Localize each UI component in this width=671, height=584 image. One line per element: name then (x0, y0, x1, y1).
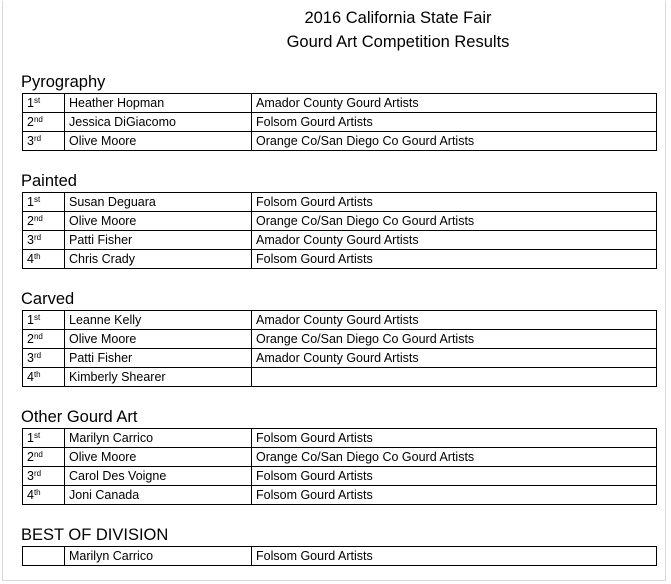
table-row (23, 547, 657, 566)
place-cell: 2nd (23, 330, 65, 349)
place-cell: 1st (23, 94, 65, 113)
results-table-painted (22, 192, 657, 269)
place-cell: 3rd (23, 349, 65, 368)
name-cell: Patti Fisher (65, 231, 252, 250)
name-cell: Leanne Kelly (65, 311, 252, 330)
name-cell: Olive Moore (65, 330, 252, 349)
table-row (23, 250, 657, 269)
table-row (23, 193, 657, 212)
club-cell: Orange Co/San Diego Co Gourd Artists (252, 330, 657, 349)
table-row (23, 486, 657, 505)
name-cell: Heather Hopman (65, 94, 252, 113)
place-cell: 4th (23, 368, 65, 387)
club-cell: Folsom Gourd Artists (252, 193, 657, 212)
club-cell: Folsom Gourd Artists (252, 547, 657, 566)
table-row (23, 113, 657, 132)
name-cell: Susan Deguara (65, 193, 252, 212)
club-cell: Folsom Gourd Artists (252, 429, 657, 448)
name-cell: Joni Canada (65, 486, 252, 505)
club-cell: Amador County Gourd Artists (252, 231, 657, 250)
results-table-pyrography (22, 93, 657, 151)
place-cell: 2nd (23, 448, 65, 467)
place-cell (23, 547, 65, 566)
table-row (23, 231, 657, 250)
table-row (23, 330, 657, 349)
club-cell: Orange Co/San Diego Co Gourd Artists (252, 212, 657, 231)
name-cell: Kimberly Shearer (65, 368, 252, 387)
section-heading-pyrography: Pyrography (21, 73, 106, 91)
club-cell: Amador County Gourd Artists (252, 94, 657, 113)
table-row (23, 94, 657, 113)
club-cell: Folsom Gourd Artists (252, 467, 657, 486)
table-row (23, 132, 657, 151)
section-heading-other-gourd-art: Other Gourd Art (21, 408, 138, 426)
club-cell: Amador County Gourd Artists (252, 349, 657, 368)
place-cell: 1st (23, 193, 65, 212)
section-heading-painted: Painted (21, 172, 77, 190)
place-cell: 1st (23, 429, 65, 448)
place-cell: 1st (23, 311, 65, 330)
name-cell: Chris Crady (65, 250, 252, 269)
place-cell: 3rd (23, 231, 65, 250)
section-heading-best-of-division: BEST OF DIVISION (21, 526, 169, 544)
club-cell: Orange Co/San Diego Co Gourd Artists (252, 448, 657, 467)
name-cell: Marilyn Carrico (65, 547, 252, 566)
table-row (23, 429, 657, 448)
document-subtitle: Gourd Art Competition Results (286, 33, 510, 51)
club-cell: Folsom Gourd Artists (252, 250, 657, 269)
results-table-best-of-division (22, 546, 657, 566)
name-cell: Olive Moore (65, 448, 252, 467)
name-cell: Olive Moore (65, 212, 252, 231)
club-cell: Orange Co/San Diego Co Gourd Artists (252, 132, 657, 151)
table-row (23, 349, 657, 368)
table-row (23, 448, 657, 467)
name-cell: Carol Des Voigne (65, 467, 252, 486)
results-table-carved (22, 310, 657, 387)
place-cell: 3rd (23, 132, 65, 151)
table-row (23, 467, 657, 486)
section-heading-carved: Carved (21, 290, 75, 308)
place-cell: 2nd (23, 113, 65, 132)
table-row (23, 212, 657, 231)
club-cell (252, 368, 657, 387)
name-cell: Marilyn Carrico (65, 429, 252, 448)
club-cell: Folsom Gourd Artists (252, 486, 657, 505)
table-row (23, 368, 657, 387)
place-cell: 2nd (23, 212, 65, 231)
place-cell: 4th (23, 250, 65, 269)
results-table-other-gourd-art (22, 428, 657, 505)
name-cell: Olive Moore (65, 132, 252, 151)
document-title: 2016 California State Fair (304, 9, 492, 27)
name-cell: Patti Fisher (65, 349, 252, 368)
place-cell: 4th (23, 486, 65, 505)
club-cell: Folsom Gourd Artists (252, 113, 657, 132)
table-row (23, 311, 657, 330)
place-cell: 3rd (23, 467, 65, 486)
name-cell: Jessica DiGiacomo (65, 113, 252, 132)
club-cell: Amador County Gourd Artists (252, 311, 657, 330)
